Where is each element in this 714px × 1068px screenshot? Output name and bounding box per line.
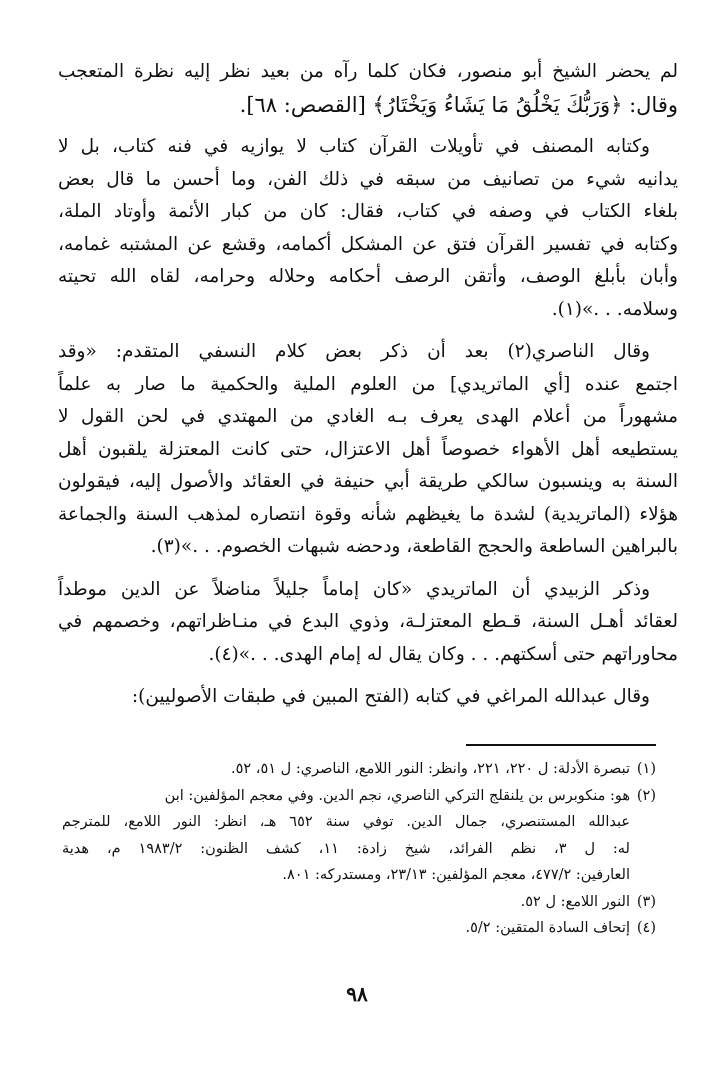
footnotes xyxy=(62,756,656,942)
text-line: وسلامه. . .»(١). xyxy=(551,298,678,320)
text-line: بلغاء الكتاب في وصفه في كتاب، فقال: كان من كبار الأئمة وأوتاد الملة، xyxy=(58,201,678,222)
text-line: وكتابه في تفسير القرآن فتق عن المشكل أكمامه، وقشع عن المشتبه غمامه، xyxy=(58,233,678,255)
text-line: اجتمع عنده [أي الماتريدي] من العلوم الملية والحكمية ما صار به علماً xyxy=(58,373,678,395)
text-line: مشهوراً من أعلام الهدى يعرف بـه الغادي من المهتدي في لحن القول لا xyxy=(58,406,678,427)
paragraph-3 xyxy=(58,336,678,564)
text-line: يدانيه شيء من تصانيف من سبقه في ذلك الفن، وما أحسن ما قال بعض xyxy=(58,168,678,190)
footnote-3 xyxy=(62,889,656,916)
footnote-2 xyxy=(62,783,656,889)
text-line: وقال الناصري(٢) بعد أن ذكر بعض كلام النسفي المتقدم: «وقد xyxy=(58,341,650,362)
footnote-text: هو: منكوبرس بن يلنقلج التركي الناصري، نجم الدين. وفي معجم المؤلفين: ابن xyxy=(164,787,630,804)
paragraph-2 xyxy=(58,131,678,326)
footnote-1 xyxy=(62,756,656,783)
text-line: وأبان بأبلغ الوصف، وأتقن الرصف أحكامه وحلاله وحرامه، لقاه الله تحيته xyxy=(58,266,678,287)
paragraph-4 xyxy=(58,574,678,672)
text-line: بالبراهين الساطعة والحجج القاطعة، ودحضه شبهات الخصوم. . .»(٣). xyxy=(150,536,678,557)
footnote-number: (٤) xyxy=(636,920,656,936)
text-line: لم يحضر الشيخ أبو منصور، فكان كلما رآه من بعيد نظر إليه نظرة المتعجب xyxy=(58,61,678,82)
text-line: هؤلاء (الماتريدية) لشدة ما يغيظهم شأنه وقوة انتصاره لمذهب السنة والجماعة xyxy=(58,503,678,525)
paragraph-5 xyxy=(58,681,678,714)
footnote-text: العارفين: ٤٧٧/٢، معجم المؤلفين: ٢٣/١٣، ومستدركه: ٨٠١. xyxy=(282,867,630,883)
text-line: محاوراتهم حتى أسكتهم. . . وكان يقال له إمام الهدى. . .»(٤). xyxy=(208,643,678,665)
text-line: وذكر الزبيدي أن الماتريدي «كان إماماً جليلاً مناضلاً عن الدين موطداً xyxy=(58,578,650,600)
footnote-4 xyxy=(62,915,656,942)
footnote-text: له: ل ٣، نظم الفرائد، شيخ زادة: ١١، كشف الظنون: ١٩٨٣/٢ م، هدية xyxy=(62,840,630,857)
footnote-text: إتحاف السادة المتقين: ٥/٢. xyxy=(465,920,630,936)
text-line: يستطيعه أهل الأهواء خصوصاً أهل الاعتزال، حتى كانت المعتزلة يلقبون أهل xyxy=(58,438,678,460)
text-line: لعقائد أهـل السنة، قـطع المعتزلـة، وذوي البدع في منـاظراتهم، وخصمهم في xyxy=(58,611,678,632)
footnote-number: (١) xyxy=(636,761,656,777)
text-line: السنة به وينسبون سالكي طريقة أبي حنيفة في العقائد والأصول إليه، فيقولون xyxy=(58,471,678,492)
footnote-text: النور اللامع: ل ٥٢. xyxy=(520,893,630,910)
main-text xyxy=(58,56,678,714)
paragraph-1 xyxy=(58,56,678,121)
footnote-text: عبدالله المستنصري، جمال الدين. توفي سنة ٦٥٢ هـ، انظر: النور اللامع، للمترجم xyxy=(62,814,630,830)
footnote-number: (٣) xyxy=(636,893,656,910)
footnote-number: (٢) xyxy=(636,787,656,804)
footnote-text: تبصرة الأدلة: ل ٢٢٠، ٢٢١، وانظر: النور اللامع، الناصري: ل ٥١، ٥٢. xyxy=(231,761,630,777)
footnote-separator xyxy=(466,744,656,746)
text-line-quran-verse: وقال: ﴿وَرَبُّكَ يَخْلُقُ مَا يَشَاءُ وَيَخْتَارُ﴾ [القصص: ٦٨]. xyxy=(239,92,678,117)
text-line: وكتابه المصنف في تأويلات القرآن كتاب لا يوازيه في فنه كتاب، بل لا xyxy=(58,136,650,157)
text-line: وقال عبدالله المراغي في كتابه (الفتح المبين في طبقات الأصوليين): xyxy=(131,686,650,707)
page-number: ٩٨ xyxy=(346,982,368,1006)
